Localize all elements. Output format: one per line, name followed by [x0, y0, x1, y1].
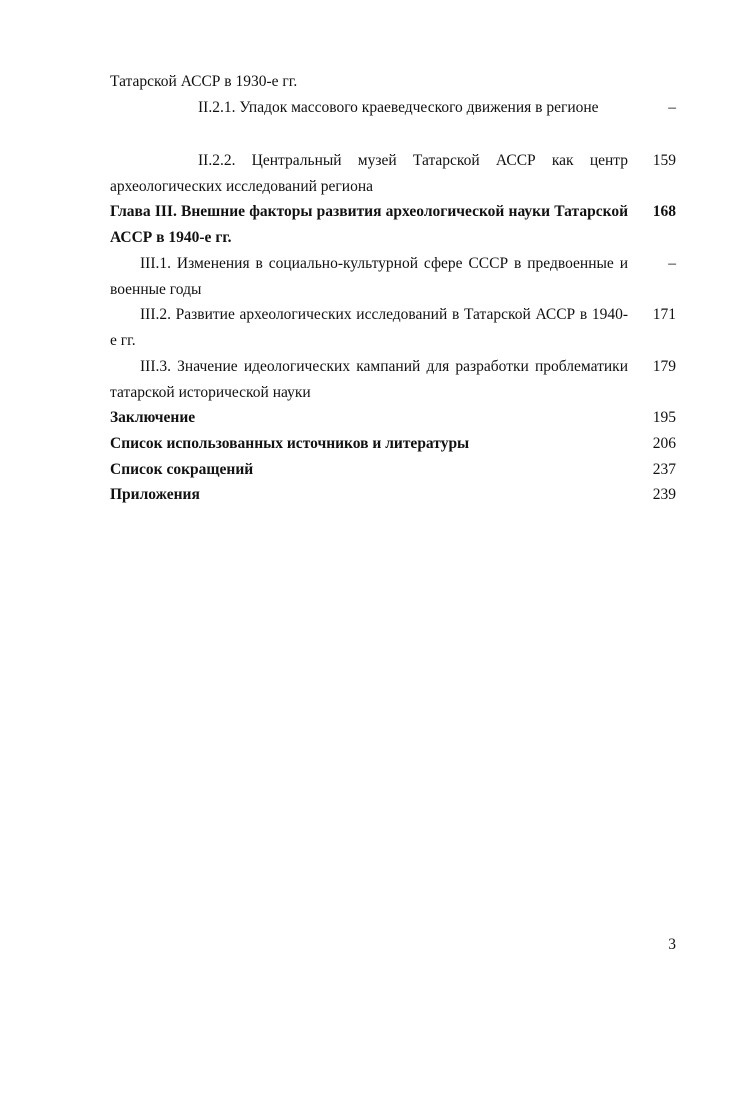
toc-entry-title: Глава III. Внешние факторы развития археологической науки Татарской АССР в 1940-е гг. [110, 203, 628, 246]
toc-entry-3-1 [110, 251, 676, 303]
toc-entry-page: – [668, 99, 676, 116]
toc-entry-title: II.2.2. Центральный музей Татарской АССР как центр археологических исследований региона [110, 152, 628, 195]
toc-entry-chapter-3 [110, 199, 676, 251]
toc-entry-page: 159 [652, 152, 676, 169]
toc-entry-page: 239 [652, 486, 676, 503]
toc-entry-title: III.1. Изменения в социально-культурной сфере СССР в предвоенные и военные годы [110, 255, 628, 298]
toc-entry-sources [110, 431, 676, 457]
toc-entry-page: 195 [652, 409, 676, 426]
toc-entry-abbreviations [110, 457, 676, 483]
toc-entry-2-2-2 [110, 148, 676, 200]
toc-entry-3-2 [110, 302, 676, 354]
toc-entry-2-2-1 [110, 95, 676, 121]
toc-entry-page: 171 [652, 306, 676, 323]
toc-entry-appendices [110, 482, 676, 508]
toc-entry-title: Заключение [110, 409, 196, 426]
toc-entry-page: 179 [652, 358, 676, 375]
toc-entry-page: – [668, 255, 676, 272]
toc-entry-3-3 [110, 354, 676, 406]
toc-entry-title: III.2. Развитие археологических исследований в Татарской АССР в 1940-е гг. [110, 306, 628, 349]
toc-entry-page: 168 [652, 203, 676, 220]
toc-entry-page: 237 [652, 461, 676, 478]
toc-entry-continuation [110, 69, 676, 95]
toc-entry-title: Татарской АССР в 1930-е гг. [110, 73, 298, 90]
toc-entry-page: 206 [652, 435, 676, 452]
toc-entry-title: III.3. Значение идеологических кампаний для разработки проблематики татарской исторической науки [110, 358, 628, 401]
toc-entry-title: Приложения [110, 486, 200, 503]
toc-entry-conclusion [110, 405, 676, 431]
toc-entry-title: II.2.1. Упадок массового краеведческого движения в регионе [198, 99, 599, 116]
toc-entry-title: Список сокращений [110, 461, 254, 478]
page-number: 3 [668, 936, 676, 953]
toc-entry-title: Список использованных источников и литературы [110, 435, 470, 452]
